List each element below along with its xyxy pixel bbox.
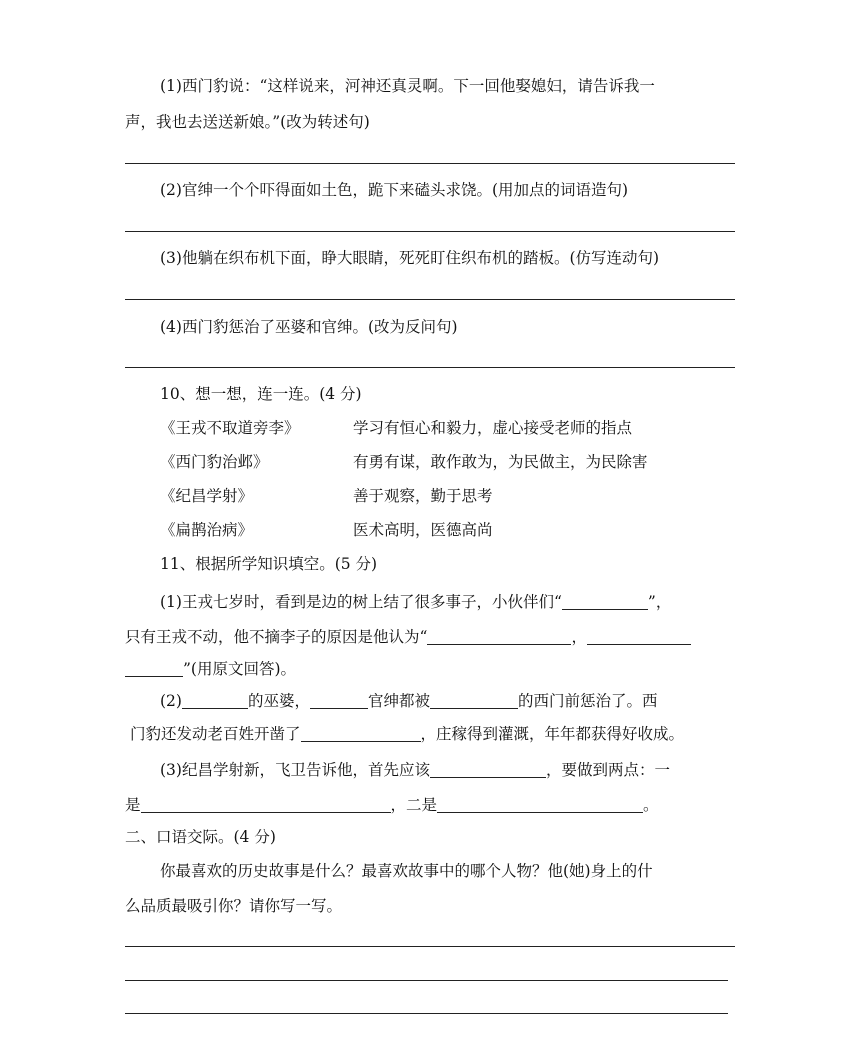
q11-p1-text: (1)王戎七岁时，看到是边的树上结了很多事子，小伙伴们“ bbox=[160, 593, 562, 611]
answer-line-5[interactable] bbox=[125, 946, 735, 947]
answer-line-6[interactable] bbox=[125, 980, 728, 981]
part2-title: 二、口语交际。(4 分) bbox=[125, 828, 276, 846]
q10-right-item[interactable]: 善于观察，勤于思考 bbox=[353, 487, 493, 505]
q11-p3-text: 。 bbox=[643, 796, 659, 814]
q11-p2-text: 的西门前惩治了。西 bbox=[518, 692, 658, 710]
answer-line-4[interactable] bbox=[125, 367, 735, 368]
fill-blank[interactable] bbox=[427, 628, 571, 645]
q11-p2-text: ，庄稼得到灌溉，年年都获得好收成。 bbox=[420, 725, 685, 743]
q11-p3-text: 是 bbox=[125, 796, 141, 814]
fill-blank[interactable] bbox=[301, 725, 421, 742]
q10-left-item[interactable]: 《扁鹊治病》 bbox=[160, 521, 254, 539]
q9-sentence-1-line-2: 声，我也去送送新娘。”(改为转述句) bbox=[125, 113, 370, 131]
answer-line-3[interactable] bbox=[125, 299, 735, 300]
q10-left-item[interactable]: 《纪昌学射》 bbox=[160, 487, 254, 505]
q10-title: 10、想一想，连一连。(4 分) bbox=[160, 385, 362, 403]
q11-p1-text: ”(用原文回答)。 bbox=[183, 660, 297, 678]
fill-blank[interactable] bbox=[430, 761, 546, 778]
fill-blank[interactable] bbox=[125, 660, 183, 677]
q10-right-item[interactable]: 学习有恒心和毅力，虚心接受老师的指点 bbox=[353, 419, 633, 437]
answer-line-2[interactable] bbox=[125, 231, 735, 232]
q11-p1-line-1 bbox=[160, 591, 671, 613]
q11-p1-text: ， bbox=[571, 628, 587, 646]
q11-p3-line-2 bbox=[125, 794, 659, 816]
q9-sentence-2: (2)官绅一个个吓得面如土色，跪下来磕头求饶。(用加点的词语造句) bbox=[160, 181, 629, 199]
q11-p3-text: ，要做到两点：一 bbox=[545, 761, 670, 779]
q11-p2-line-1 bbox=[160, 690, 658, 712]
q11-p1-text: ”， bbox=[647, 593, 672, 611]
q11-p1-text: 只有王戎不动，他不摘李子的原因是他认为“ bbox=[125, 628, 428, 646]
q11-p2-text: 门豹还发动老百姓开凿了 bbox=[130, 725, 301, 743]
q9-sentence-4: (4)西门豹惩治了巫婆和官绅。(改为反问句) bbox=[160, 318, 458, 336]
q11-title: 11、根据所学知识填空。(5 分) bbox=[160, 555, 378, 573]
q9-sentence-1-line-1: (1)西门豹说：“这样说来，河神还真灵啊。下一回他娶媳妇，请告诉我一 bbox=[160, 77, 655, 95]
fill-blank[interactable] bbox=[310, 692, 368, 709]
fill-blank[interactable] bbox=[587, 628, 691, 645]
q11-p2-text: (2) bbox=[160, 692, 182, 710]
fill-blank[interactable] bbox=[182, 692, 248, 709]
q10-right-item[interactable]: 医术高明，医德高尚 bbox=[353, 521, 493, 539]
q11-p3-text: (3)纪昌学射新，飞卫告诉他，首先应该 bbox=[160, 761, 430, 779]
q10-left-item[interactable]: 《王戎不取道旁李》 bbox=[160, 419, 300, 437]
fill-blank[interactable] bbox=[437, 796, 643, 813]
part2-prompt-line-2: 么品质最吸引你？请你写一写。 bbox=[125, 897, 343, 915]
q11-p1-line-3 bbox=[125, 658, 296, 680]
q11-p3-text: ，二是 bbox=[390, 796, 438, 814]
q10-right-item[interactable]: 有勇有谋，敢作敢为，为民做主，为民除害 bbox=[353, 453, 648, 471]
answer-line-1[interactable] bbox=[125, 163, 735, 164]
answer-line-7[interactable] bbox=[125, 1013, 728, 1014]
q11-p2-text: 的巫婆， bbox=[247, 692, 310, 710]
q11-p2-line-2 bbox=[130, 723, 684, 745]
fill-blank[interactable] bbox=[430, 692, 518, 709]
fill-blank[interactable] bbox=[562, 593, 648, 610]
part2-prompt-line-1: 你最喜欢的历史故事是什么？最喜欢故事中的哪个人物？他(她)身上的什 bbox=[160, 862, 653, 880]
q11-p1-line-2 bbox=[125, 626, 691, 648]
q9-sentence-3: (3)他躺在织布机下面，睁大眼睛，死死盯住织布机的踏板。(仿写连动句) bbox=[160, 249, 660, 267]
fill-blank[interactable] bbox=[141, 796, 391, 813]
q11-p2-text: 官绅都被 bbox=[367, 692, 430, 710]
q11-p3-line-1 bbox=[160, 759, 670, 781]
q10-left-item[interactable]: 《西门豹治邺》 bbox=[160, 453, 269, 471]
